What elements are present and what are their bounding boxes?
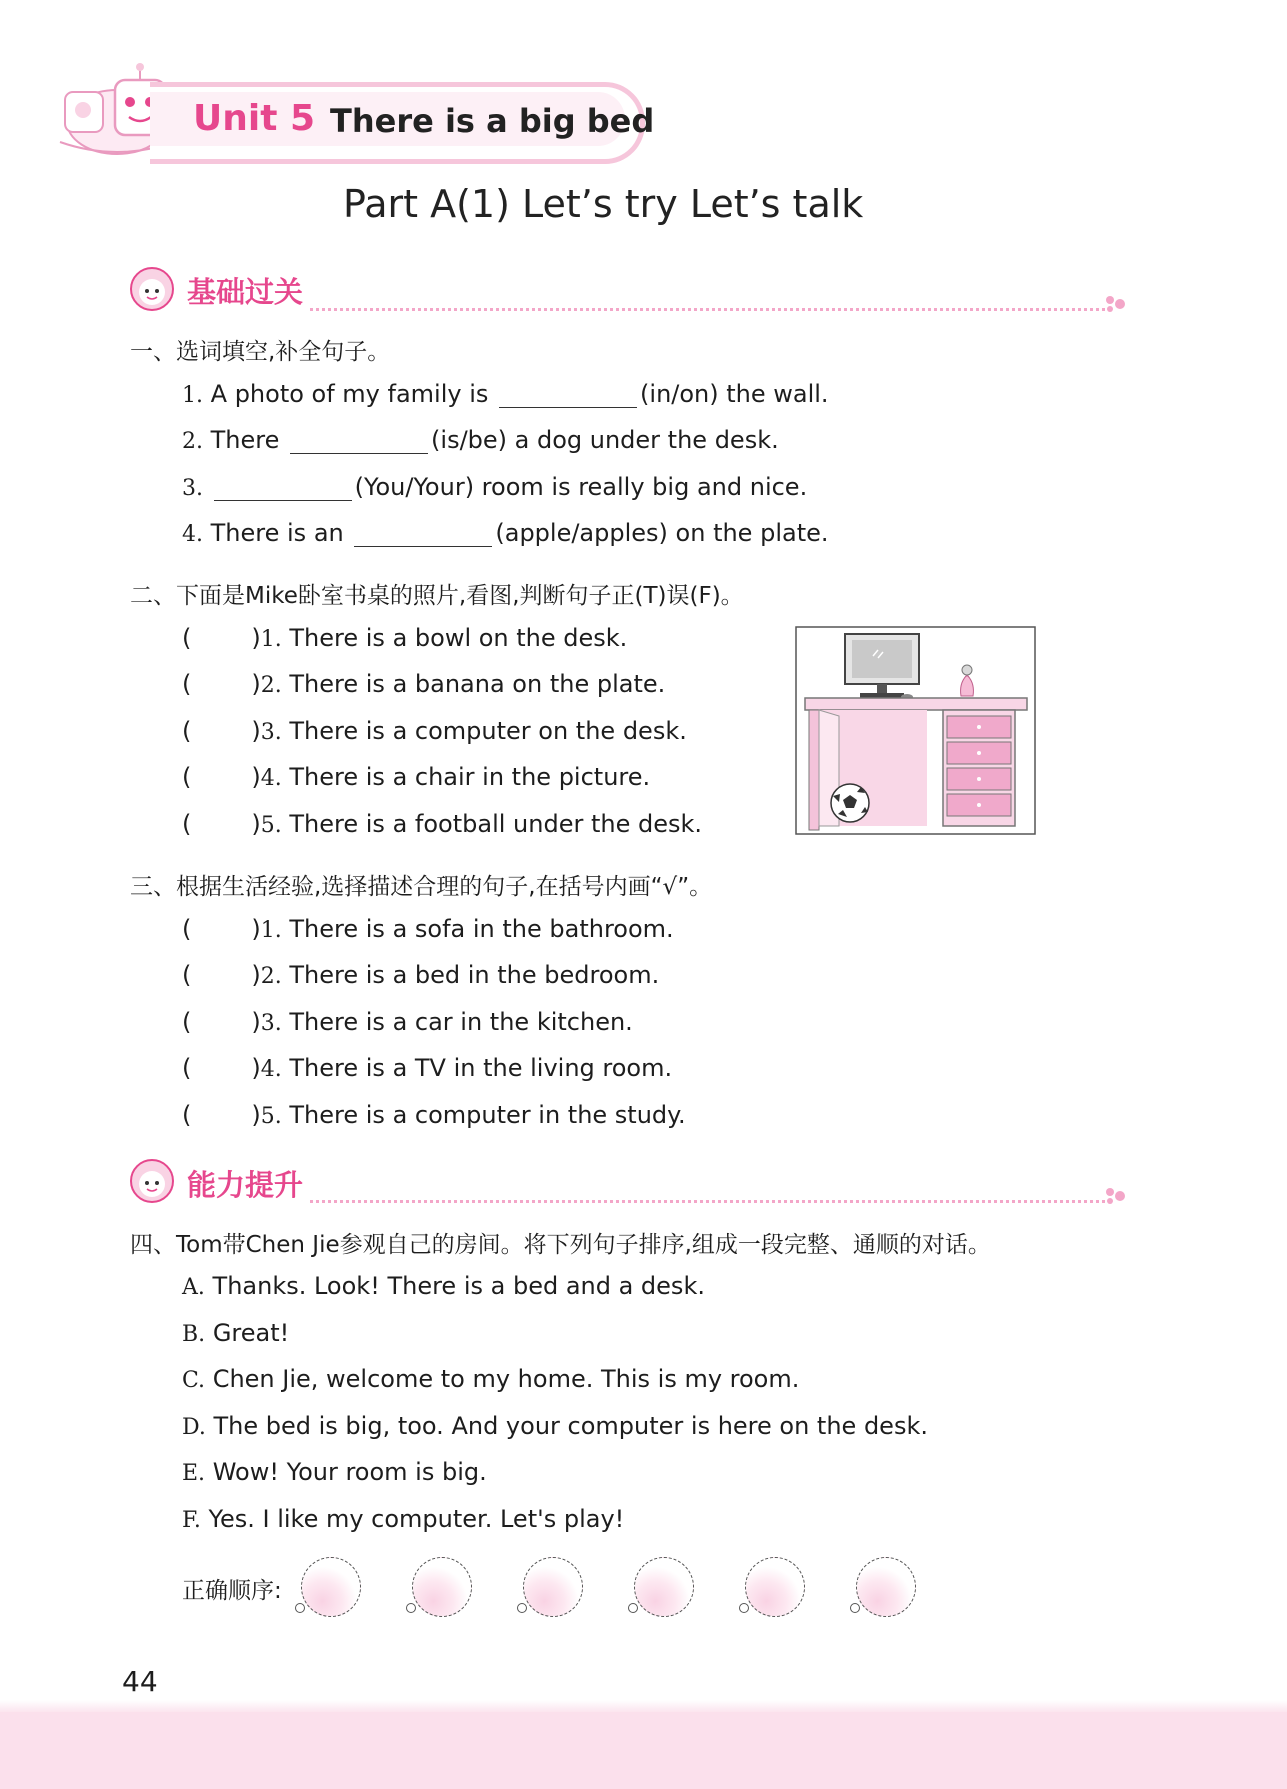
answer-blank[interactable] <box>354 522 492 547</box>
footer-band <box>0 1712 1287 1789</box>
q2-item-5: ( )5. There is a football under the desk. <box>182 810 702 838</box>
desk-picture <box>795 626 1037 836</box>
circle-dot-icon <box>295 1603 305 1613</box>
unit-title: There is a big bed <box>330 102 655 140</box>
order-answer-circle[interactable] <box>412 1557 472 1617</box>
circle-dot-icon <box>850 1603 860 1613</box>
q4-option-a: A. Thanks. Look! There is a bed and a desk. <box>182 1272 705 1300</box>
order-label: 正确顺序: <box>182 1578 282 1604</box>
q2-item-2: ( )2. There is a banana on the plate. <box>182 670 666 698</box>
q1-item-4: 4. There is an (apple/apples) on the plate. <box>182 519 829 547</box>
q3-item-4: ( )4. There is a TV in the living room. <box>182 1054 673 1082</box>
order-answer-circle[interactable] <box>856 1557 916 1617</box>
q2-item-4: ( )4. There is a chair in the picture. <box>182 763 651 791</box>
q1-item-1: 1. A photo of my family is (in/on) the wall. <box>182 380 829 408</box>
q3-item-3: ( )3. There is a car in the kitchen. <box>182 1008 633 1036</box>
q4-option-c: C. Chen Jie, welcome to my home. This is my room. <box>182 1365 800 1393</box>
q3-heading: 三、根据生活经验,选择描述合理的句子,在括号内画“√”。 <box>130 874 713 900</box>
boy-face-icon <box>128 1158 178 1204</box>
part-title: Part A(1) Let’s try Let’s talk <box>343 182 864 226</box>
circle-dot-icon <box>517 1603 527 1613</box>
q3-item-5: ( )5. There is a computer in the study. <box>182 1101 686 1129</box>
q2-item-1: ( )1. There is a bowl on the desk. <box>182 624 628 652</box>
answer-blank[interactable] <box>214 476 352 501</box>
section-divider <box>310 308 1105 311</box>
circle-dot-icon <box>628 1603 638 1613</box>
circle-dot-icon <box>739 1603 749 1613</box>
q2-heading: 二、下面是Mike卧室书桌的照片,看图,判断句子正(T)误(F)。 <box>130 583 744 609</box>
q1-item-2: 2. There (is/be) a dog under the desk. <box>182 426 779 454</box>
q4-option-f: F. Yes. I like my computer. Let's play! <box>182 1505 625 1533</box>
order-answer-circle[interactable] <box>634 1557 694 1617</box>
section-title-basic: 基础过关 <box>187 275 304 309</box>
q4-option-d: D. The bed is big, too. And your computer is here on the desk. <box>182 1412 928 1440</box>
order-answer-circle[interactable] <box>523 1557 583 1617</box>
order-answer-circle[interactable] <box>301 1557 361 1617</box>
unit-label: Unit 5 <box>193 98 315 139</box>
q3-item-2: ( )2. There is a bed in the bedroom. <box>182 961 660 989</box>
q4-option-e: E. Wow! Your room is big. <box>182 1458 487 1486</box>
q4-option-b: B. Great! <box>182 1319 290 1347</box>
q2-item-3: ( )3. There is a computer on the desk. <box>182 717 687 745</box>
order-answer-circle[interactable] <box>745 1557 805 1617</box>
page-number: 44 <box>122 1665 158 1698</box>
q3-item-1: ( )1. There is a sofa in the bathroom. <box>182 915 674 943</box>
section-divider <box>310 1200 1105 1203</box>
q1-heading: 一、选词填空,补全句子。 <box>130 339 391 365</box>
q1-item-3: 3. (You/Your) room is really big and nice. <box>182 473 808 501</box>
circle-dot-icon <box>406 1603 416 1613</box>
q4-heading: 四、Tom带Chen Jie参观自己的房间。将下列句子排序,组成一段完整、通顺的对话。 <box>130 1232 991 1258</box>
answer-blank[interactable] <box>499 383 637 408</box>
girl-face-icon <box>128 266 178 312</box>
answer-blank[interactable] <box>290 429 428 454</box>
dots-ornament-icon <box>1104 1186 1134 1206</box>
section-title-advanced: 能力提升 <box>187 1168 304 1202</box>
dots-ornament-icon <box>1104 294 1134 314</box>
